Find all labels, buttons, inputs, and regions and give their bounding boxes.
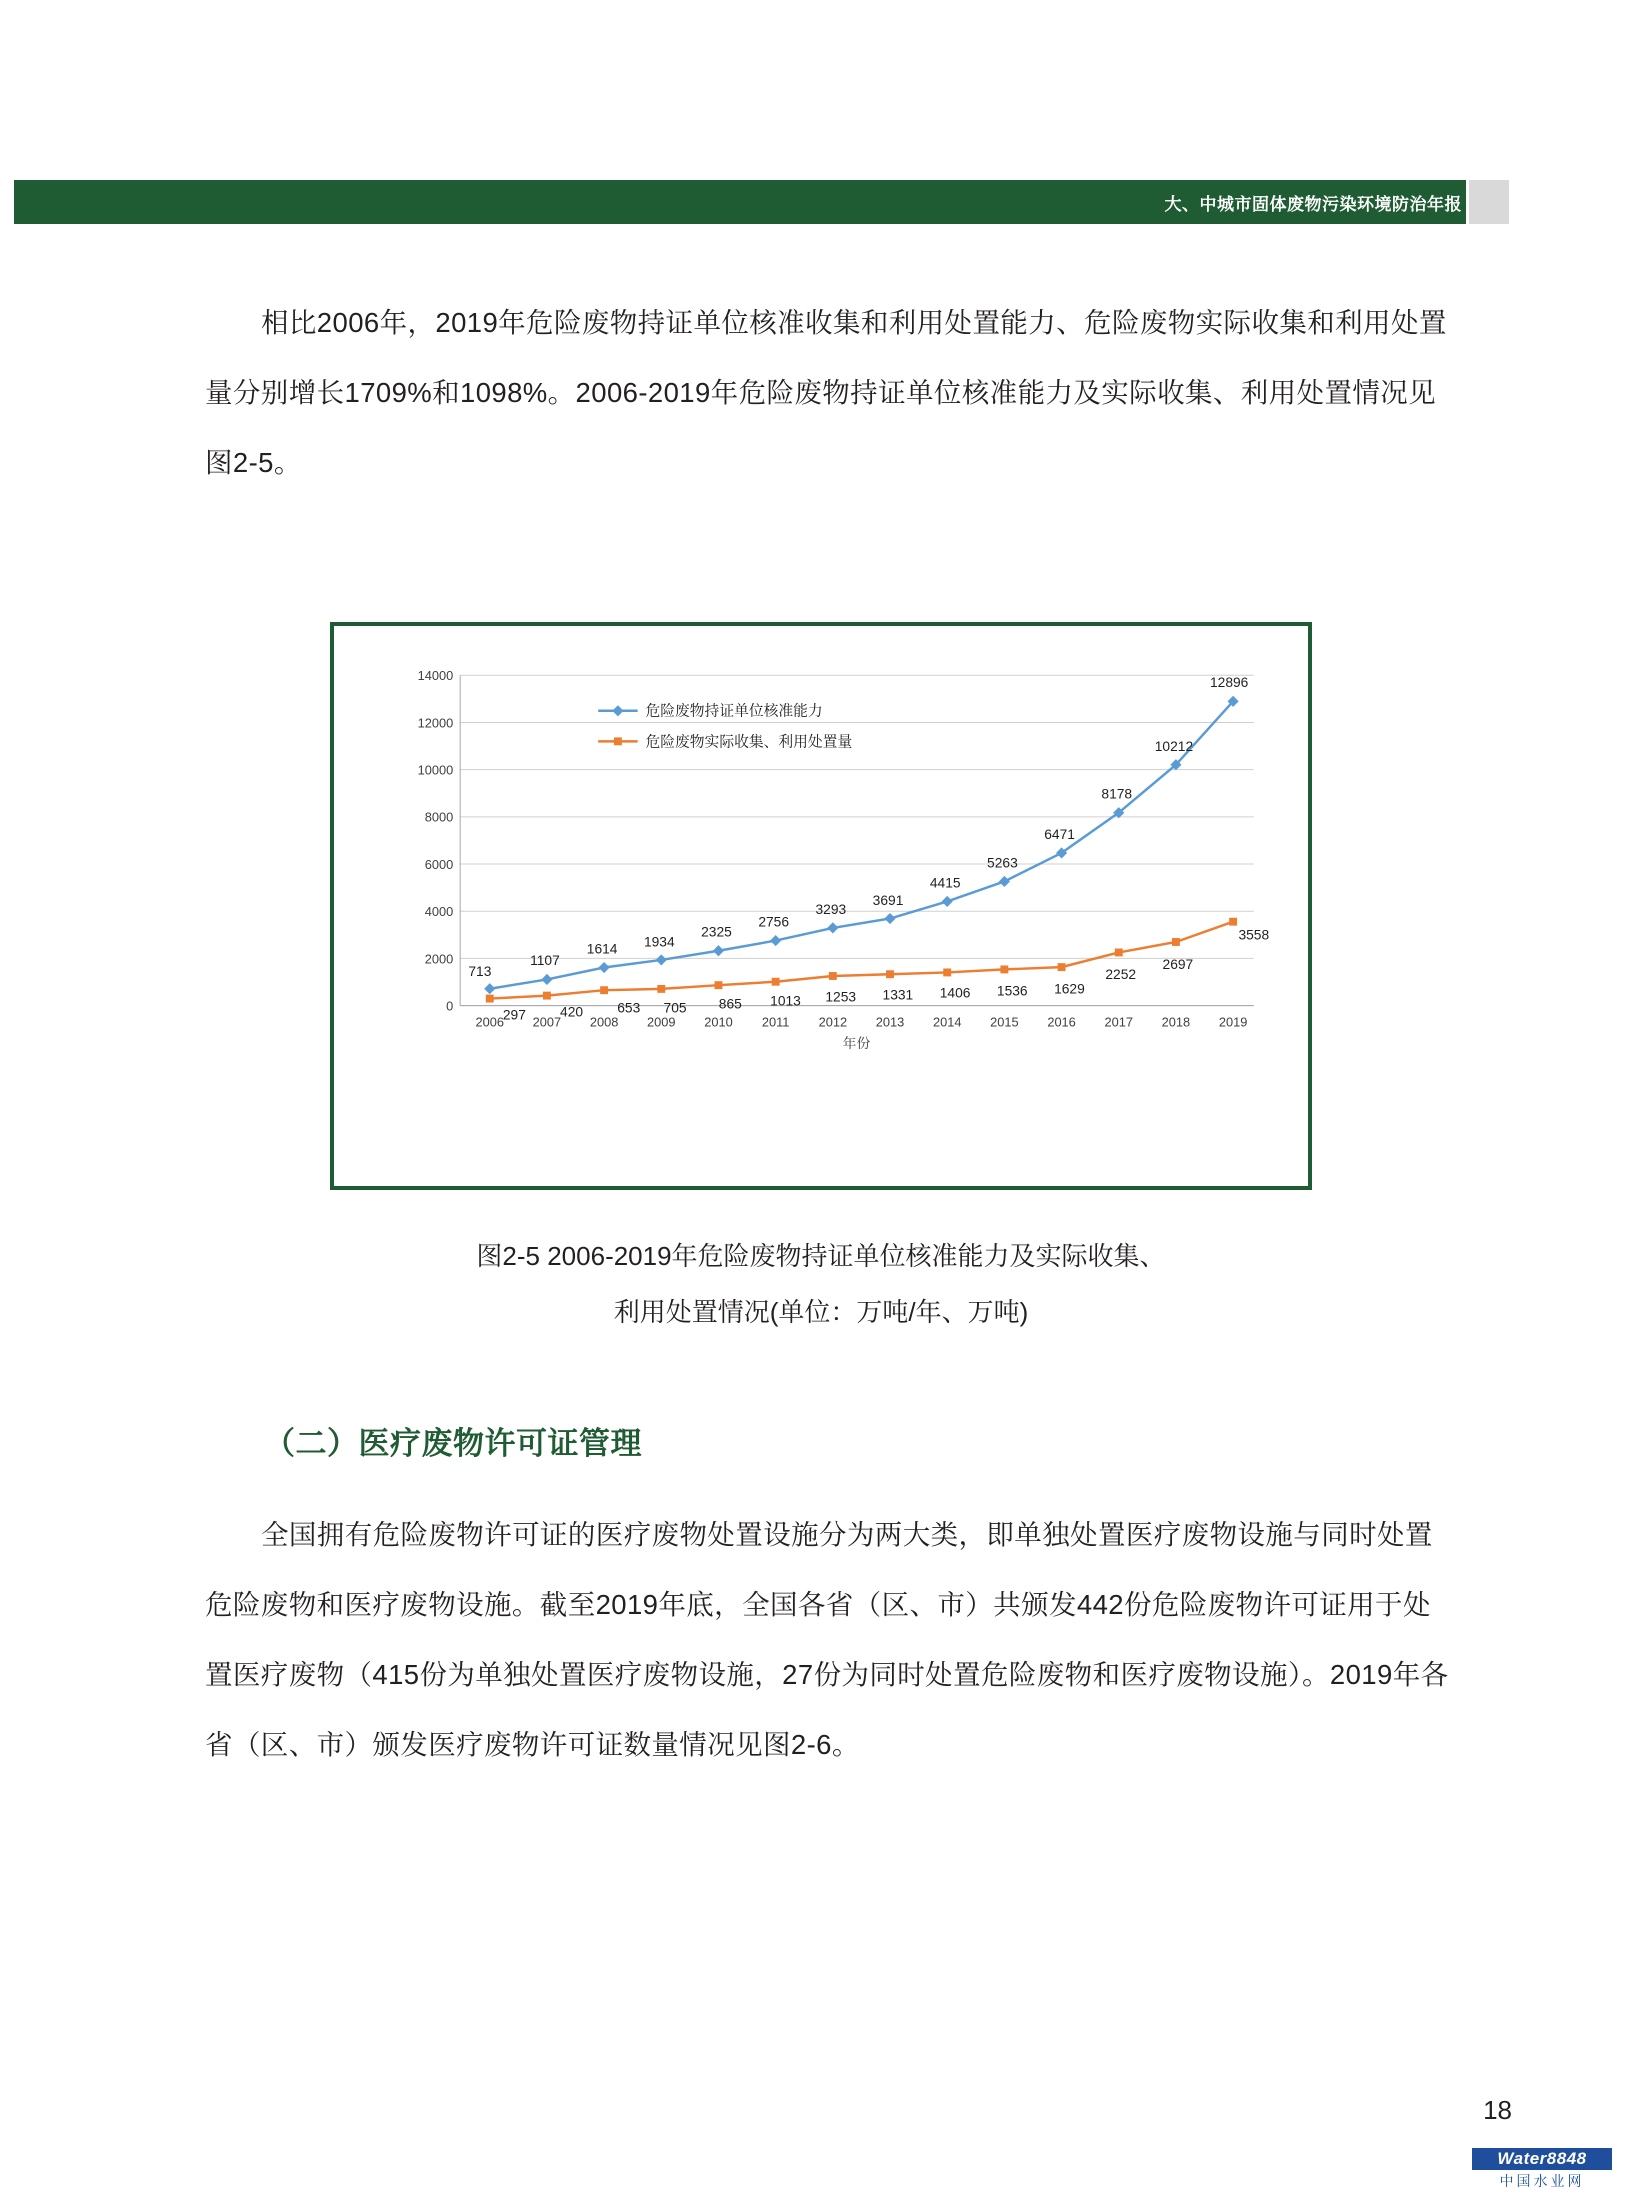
- svg-text:5263: 5263: [987, 855, 1018, 871]
- legend-label-actual: 危险废物实际收集、利用处置量: [645, 734, 853, 751]
- svg-text:2006: 2006: [475, 1014, 504, 1030]
- header-title: 大、中城市固体废物污染环境防治年报: [1164, 194, 1462, 214]
- svg-text:2008: 2008: [589, 1014, 619, 1030]
- svg-text:2012: 2012: [818, 1014, 848, 1030]
- svg-text:2007: 2007: [532, 1014, 562, 1030]
- svg-text:865: 865: [718, 996, 742, 1012]
- svg-text:2697: 2697: [1162, 957, 1194, 973]
- svg-text:3293: 3293: [815, 901, 847, 917]
- svg-text:1629: 1629: [1054, 981, 1085, 997]
- svg-text:2017: 2017: [1104, 1014, 1133, 1030]
- svg-text:3691: 3691: [872, 893, 904, 909]
- svg-text:6000: 6000: [424, 856, 454, 872]
- svg-text:2756: 2756: [758, 914, 790, 930]
- svg-text:2014: 2014: [932, 1014, 962, 1030]
- caption-line-1: 图2-5 2006-2019年危险废物持证单位核准能力及实际收集、: [476, 1241, 1166, 1271]
- svg-text:12000: 12000: [417, 715, 454, 731]
- watermark: [1472, 2148, 1612, 2191]
- svg-text:705: 705: [663, 1000, 687, 1016]
- page-number: 18: [1483, 2095, 1512, 2125]
- svg-text:14000: 14000: [417, 668, 454, 684]
- svg-text:1107: 1107: [530, 953, 560, 969]
- page-header: [14, 180, 1618, 226]
- svg-text:1406: 1406: [939, 985, 971, 1001]
- svg-text:8178: 8178: [1101, 786, 1133, 802]
- watermark-brand: Water8848: [1472, 2148, 1612, 2170]
- svg-text:2325: 2325: [701, 924, 732, 940]
- svg-text:8000: 8000: [424, 809, 454, 825]
- caption-line-2: 利用处置情况(单位：万吨/年、万吨): [613, 1297, 1029, 1327]
- svg-text:2013: 2013: [875, 1014, 905, 1030]
- y-tick-labels: [418, 668, 454, 1013]
- legend-label-capacity: 危险废物持证单位核准能力: [645, 703, 823, 720]
- section-heading: （二）医疗废物许可证管理: [264, 1426, 642, 1461]
- svg-text:2009: 2009: [647, 1014, 676, 1030]
- svg-text:4415: 4415: [929, 875, 961, 891]
- svg-text:1013: 1013: [770, 993, 801, 1009]
- svg-text:420: 420: [560, 1004, 584, 1020]
- svg-text:0: 0: [446, 998, 454, 1014]
- header-title-container: [1024, 180, 1474, 224]
- svg-text:12896: 12896: [1209, 675, 1249, 691]
- svg-text:1536: 1536: [996, 983, 1028, 999]
- svg-text:713: 713: [468, 964, 492, 979]
- svg-text:1331: 1331: [882, 987, 914, 1003]
- x-axis-title: 年份: [842, 1035, 871, 1051]
- svg-text:3558: 3558: [1238, 927, 1270, 943]
- svg-text:2016: 2016: [1047, 1014, 1076, 1030]
- svg-text:653: 653: [617, 1000, 641, 1016]
- watermark-subtitle: 中国水业网: [1499, 2173, 1585, 2189]
- header-band-left: [14, 180, 1024, 224]
- svg-text:1934: 1934: [643, 934, 675, 950]
- header-band-tail: [1469, 180, 1509, 224]
- paragraph-intro: 相比2006年，2019年危险废物持证单位核准收集和利用处置能力、危险废物实际收集和利用处置量分别增长1709%和1098%。2006-2019年危险废物持证单位核准能力及实际收集、利用处置情况见图2-5。: [205, 307, 1447, 478]
- svg-text:2010: 2010: [704, 1014, 733, 1030]
- line-chart: [334, 626, 1308, 1186]
- figure-2-5: [330, 622, 1312, 1190]
- svg-text:1253: 1253: [825, 989, 857, 1005]
- svg-text:2011: 2011: [761, 1014, 790, 1030]
- svg-text:2019: 2019: [1218, 1014, 1248, 1030]
- plot-background: [460, 675, 1254, 1005]
- paragraph-medical-waste: 全国拥有危险废物许可证的医疗废物处置设施分为两大类，即单独处置医疗废物设施与同时处置危险废物和医疗废物设施。截至2019年底，全国各省（区、市）共颁发442份危险废物许可证用于处置医疗废物（415份为单独处置医疗废物设施，27份为同时处置危险废物和医疗废物设施）。2019年各省（区、市）颁发医疗废物许可证数量情况见图2-6。: [205, 1519, 1449, 1760]
- x-tick-labels: [475, 1014, 1247, 1029]
- svg-text:1614: 1614: [586, 941, 618, 957]
- svg-text:2015: 2015: [990, 1014, 1019, 1030]
- svg-text:2018: 2018: [1161, 1014, 1191, 1030]
- svg-text:4000: 4000: [424, 904, 454, 920]
- svg-text:10000: 10000: [417, 762, 454, 778]
- svg-text:2252: 2252: [1105, 966, 1137, 982]
- svg-text:2000: 2000: [424, 951, 454, 967]
- figure-caption: [330, 1228, 1312, 1340]
- svg-text:10212: 10212: [1154, 739, 1194, 755]
- svg-text:297: 297: [502, 1007, 526, 1023]
- svg-text:6471: 6471: [1044, 826, 1075, 842]
